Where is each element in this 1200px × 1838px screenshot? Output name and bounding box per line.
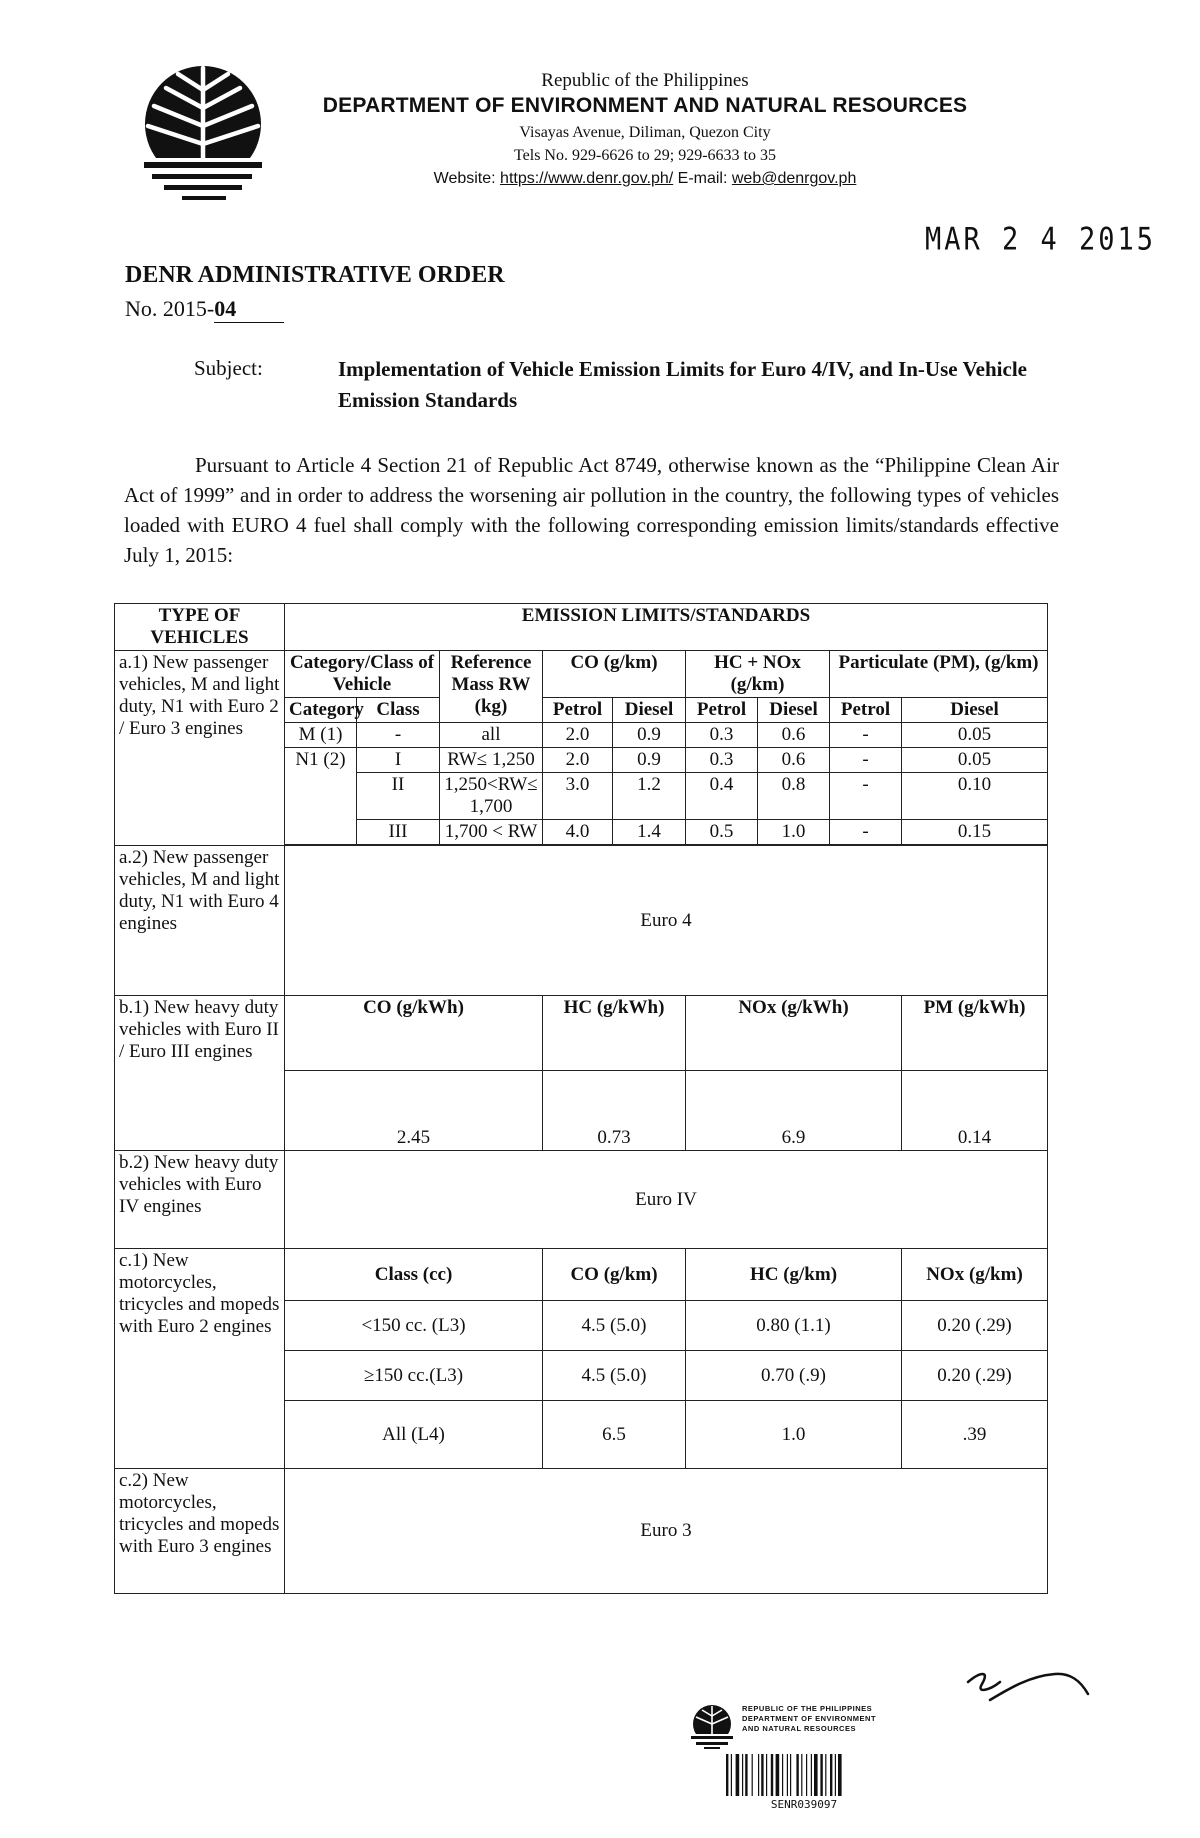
cell: 0.6 bbox=[758, 748, 830, 773]
cell: 0.10 bbox=[902, 773, 1048, 820]
cell: - bbox=[830, 820, 902, 845]
barcode-bar bbox=[736, 1754, 740, 1796]
body-paragraph: Pursuant to Article 4 Section 21 of Republic Act 8749, otherwise known as the “Philippine Clean Air Act of 1999” and in order to address the worsening air pollution in the country, the following types of vehicles loaded with EURO 4 fuel shall comply with the following corresponding emission limits/standards effective July 1, 2015: bbox=[124, 453, 1059, 567]
cell: M (1) bbox=[285, 723, 357, 748]
cell: 2.0 bbox=[543, 723, 613, 748]
cell: 4.0 bbox=[543, 820, 613, 845]
emission-table bbox=[114, 603, 1048, 1594]
denr-logo bbox=[142, 60, 264, 210]
head-hcnox: HC + NOx (g/km) bbox=[686, 651, 830, 698]
barcode-bar bbox=[742, 1754, 743, 1796]
cell: 1.2 bbox=[613, 773, 686, 820]
cell: - bbox=[830, 773, 902, 820]
b2-value: Euro IV bbox=[285, 1151, 1048, 1249]
cell: 0.9 bbox=[613, 723, 686, 748]
cell: 1.4 bbox=[613, 820, 686, 845]
barcode-bar bbox=[830, 1754, 832, 1796]
cell: I bbox=[357, 748, 440, 773]
table-row bbox=[115, 846, 1048, 996]
letterhead-address: Visayas Avenue, Diliman, Quezon City bbox=[519, 124, 771, 141]
barcode-bar bbox=[806, 1754, 807, 1796]
cell: ≥150 cc.(L3) bbox=[285, 1351, 543, 1401]
cell: II bbox=[357, 773, 440, 820]
seal-text-line: DEPARTMENT OF ENVIRONMENT bbox=[742, 1714, 877, 1723]
type-c2: c.2) New motorcycles, tricycles and mopeds with Euro 3 engines bbox=[115, 1469, 285, 1594]
barcode-bar bbox=[782, 1754, 783, 1796]
order-number-value: 04 bbox=[214, 296, 284, 323]
cell: N1 (2) bbox=[285, 748, 357, 845]
barcode-bar bbox=[838, 1754, 842, 1796]
cell: 0.80 (1.1) bbox=[686, 1301, 902, 1351]
barcode-bar bbox=[776, 1754, 780, 1796]
head-c1-class: Class (cc) bbox=[285, 1249, 543, 1301]
head-cat-class: Category/Class of Vehicle bbox=[285, 651, 440, 698]
seal-text-line: REPUBLIC OF THE PHILIPPINES bbox=[742, 1704, 873, 1713]
order-number bbox=[125, 296, 284, 323]
cell: 3.0 bbox=[543, 773, 613, 820]
barcode-bar bbox=[787, 1754, 788, 1796]
barcode-bar bbox=[766, 1754, 767, 1796]
cell: 0.4 bbox=[686, 773, 758, 820]
b1-hc-value: 0.73 bbox=[543, 1071, 686, 1151]
head-co: CO (g/km) bbox=[543, 651, 686, 698]
website-link[interactable]: https://www.denr.gov.ph/ bbox=[500, 170, 674, 187]
table-header-row bbox=[115, 604, 1048, 651]
head-pm-diesel: Diesel bbox=[902, 698, 1048, 723]
date-stamp: MAR 2 4 2015 bbox=[925, 221, 1157, 258]
a2-value: Euro 4 bbox=[285, 846, 1048, 996]
cell: 0.70 (.9) bbox=[686, 1351, 902, 1401]
cell: 1.0 bbox=[686, 1401, 902, 1469]
subject-label: Subject: bbox=[194, 356, 263, 380]
cell: - bbox=[830, 748, 902, 773]
type-b1: b.1) New heavy duty vehicles with Euro II / Euro III engines bbox=[115, 996, 285, 1151]
barcode-bar bbox=[835, 1754, 836, 1796]
cell: .39 bbox=[902, 1401, 1048, 1469]
cell: 0.6 bbox=[758, 723, 830, 748]
head-c1-co: CO (g/km) bbox=[543, 1249, 686, 1301]
b1-pm-value: 0.14 bbox=[902, 1071, 1048, 1151]
head-c1-nox: NOx (g/km) bbox=[902, 1249, 1048, 1301]
head-ref-mass: Reference Mass RW (kg) bbox=[440, 651, 543, 723]
cell: 0.8 bbox=[758, 773, 830, 820]
barcode-bar bbox=[820, 1754, 822, 1796]
cell: - bbox=[830, 723, 902, 748]
cell: 4.5 (5.0) bbox=[543, 1351, 686, 1401]
cell: 4.5 (5.0) bbox=[543, 1301, 686, 1351]
head-pm: Particulate (PM), (g/km) bbox=[830, 651, 1048, 698]
barcode-bar bbox=[761, 1754, 763, 1796]
order-number-label: No. 2015- bbox=[125, 296, 215, 321]
header-type: TYPE OF VEHICLES bbox=[115, 604, 285, 651]
barcode-bar bbox=[796, 1754, 798, 1796]
barcode-bar bbox=[771, 1754, 773, 1796]
head-c1-hc: HC (g/km) bbox=[686, 1249, 902, 1301]
cell: 0.05 bbox=[902, 748, 1048, 773]
cell: III bbox=[357, 820, 440, 845]
barcode-bar bbox=[825, 1754, 826, 1796]
letterhead-tels: Tels No. 929-6626 to 29; 929-6633 to 35 bbox=[514, 147, 776, 164]
cell: 1,250<RW≤ 1,700 bbox=[440, 773, 543, 820]
table-row bbox=[115, 1249, 1048, 1301]
head-b1-nox: NOx (g/kWh) bbox=[686, 996, 902, 1071]
seal-text-line: AND NATURAL RESOURCES bbox=[742, 1724, 856, 1733]
letterhead-contact bbox=[290, 170, 1000, 188]
letterhead-department: DEPARTMENT OF ENVIRONMENT AND NATURAL RESOURCES bbox=[322, 94, 968, 117]
barcode-bar bbox=[731, 1754, 732, 1796]
website-label: Website: bbox=[433, 170, 496, 187]
table-row bbox=[115, 1151, 1048, 1249]
head-co-diesel: Diesel bbox=[613, 698, 686, 723]
cell: 0.5 bbox=[686, 820, 758, 845]
head-pm-petrol: Petrol bbox=[830, 698, 902, 723]
head-b1-co: CO (g/kWh) bbox=[285, 996, 543, 1071]
type-c1: c.1) New motorcycles, tricycles and mopeds with Euro 2 engines bbox=[115, 1249, 285, 1469]
head-b1-pm: PM (g/kWh) bbox=[902, 996, 1048, 1071]
barcode-bar bbox=[745, 1754, 747, 1796]
barcode-bar bbox=[726, 1754, 728, 1796]
b1-co-value: 2.45 bbox=[285, 1071, 543, 1151]
signature bbox=[960, 1660, 1100, 1720]
cell: 1.0 bbox=[758, 820, 830, 845]
cell: 0.15 bbox=[902, 820, 1048, 845]
type-a1: a.1) New passenger vehicles, M and light duty, N1 with Euro 2 / Euro 3 engines bbox=[115, 651, 285, 846]
order-title: DENR ADMINISTRATIVE ORDER bbox=[125, 262, 505, 288]
cell: 0.20 (.29) bbox=[902, 1351, 1048, 1401]
head-class: Class bbox=[357, 698, 440, 723]
cell: 2.0 bbox=[543, 748, 613, 773]
table-row bbox=[115, 996, 1048, 1071]
cell: all bbox=[440, 723, 543, 748]
c2-value: Euro 3 bbox=[285, 1469, 1048, 1594]
barcode-bar bbox=[752, 1754, 753, 1796]
letterhead-republic: Republic of the Philippines bbox=[541, 70, 749, 91]
cell: 0.05 bbox=[902, 723, 1048, 748]
barcode-bar bbox=[790, 1754, 791, 1796]
seal-logo bbox=[690, 1704, 734, 1750]
barcode-bar bbox=[801, 1754, 802, 1796]
cell: - bbox=[357, 723, 440, 748]
cell: 0.3 bbox=[686, 723, 758, 748]
email-label: E-mail: bbox=[677, 170, 728, 187]
cell: RW≤ 1,250 bbox=[440, 748, 543, 773]
type-b2: b.2) New heavy duty vehicles with Euro IV engines bbox=[115, 1151, 285, 1249]
seal-text bbox=[742, 1704, 876, 1734]
barcode-number: SENR039097 bbox=[770, 1798, 838, 1811]
head-b1-hc: HC (g/kWh) bbox=[543, 996, 686, 1071]
head-category: Category bbox=[285, 698, 357, 723]
table-row bbox=[115, 1469, 1048, 1594]
barcode-bar bbox=[814, 1754, 818, 1796]
barcode-bar bbox=[758, 1754, 759, 1796]
header-limits: EMISSION LIMITS/STANDARDS bbox=[285, 604, 1048, 651]
head-hc-diesel: Diesel bbox=[758, 698, 830, 723]
cell: 6.5 bbox=[543, 1401, 686, 1469]
b1-nox-value: 6.9 bbox=[686, 1071, 902, 1151]
type-a2: a.2) New passenger vehicles, M and light duty, N1 with Euro 4 engines bbox=[115, 846, 285, 996]
cell: 0.9 bbox=[613, 748, 686, 773]
cell: 0.20 (.29) bbox=[902, 1301, 1048, 1351]
subject-text: Implementation of Vehicle Emission Limits for Euro 4/IV, and In-Use Vehicle Emission Standards bbox=[338, 357, 1027, 412]
table-row bbox=[115, 651, 1048, 698]
head-hc-petrol: Petrol bbox=[686, 698, 758, 723]
cell: 0.3 bbox=[686, 748, 758, 773]
head-co-petrol: Petrol bbox=[543, 698, 613, 723]
cell: 1,700 < RW bbox=[440, 820, 543, 845]
cell: <150 cc. (L3) bbox=[285, 1301, 543, 1351]
cell: All (L4) bbox=[285, 1401, 543, 1469]
receiving-seal bbox=[690, 1698, 940, 1818]
barcode-bar bbox=[811, 1754, 812, 1796]
email-link[interactable]: web@denrgov.ph bbox=[731, 170, 857, 187]
barcode bbox=[724, 1754, 884, 1796]
